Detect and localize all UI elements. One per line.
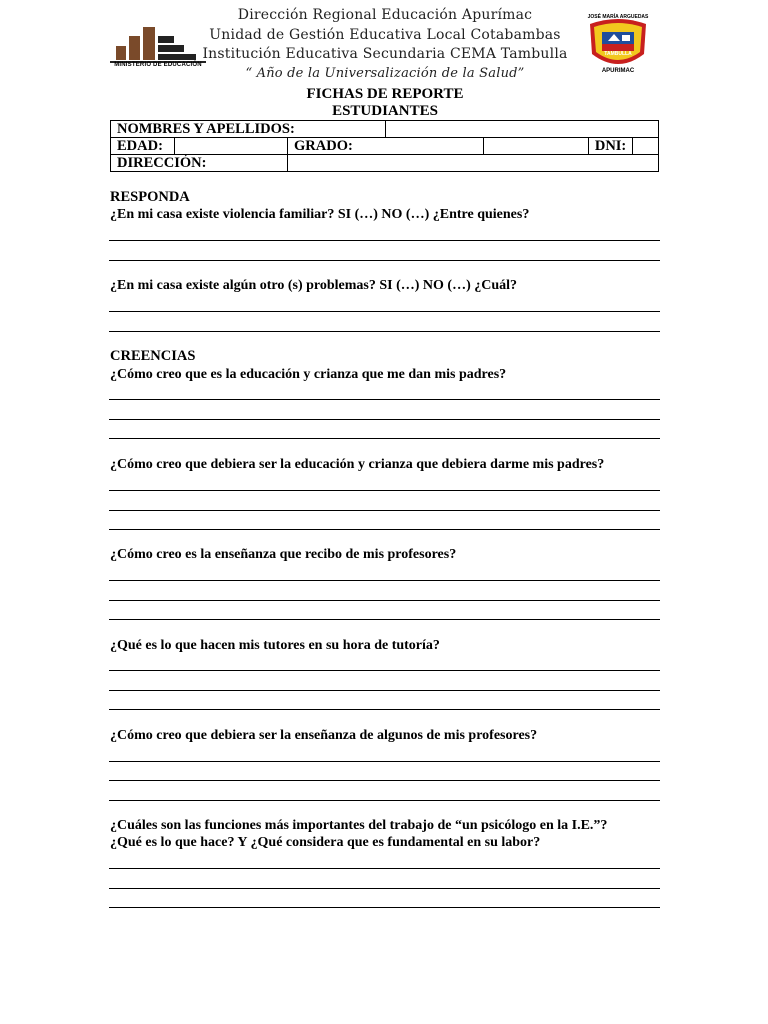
answer-line[interactable] bbox=[109, 331, 660, 332]
question-7: ¿Cómo creo que debiera ser la enseñanza de algunos de mis profesores? bbox=[110, 728, 538, 743]
answer-line[interactable] bbox=[109, 399, 660, 400]
answer-line[interactable] bbox=[109, 670, 660, 671]
answer-line[interactable] bbox=[109, 240, 660, 241]
answer-line[interactable] bbox=[109, 260, 660, 261]
header-line-2: Unidad de Gestión Educativa Local Cotabambas bbox=[209, 27, 561, 43]
nombres-label: NOMBRES Y APELLIDOS: bbox=[111, 121, 386, 138]
answer-line[interactable] bbox=[109, 690, 660, 691]
answer-line[interactable] bbox=[109, 780, 660, 781]
answer-line[interactable] bbox=[109, 888, 660, 889]
grado-field[interactable] bbox=[483, 138, 588, 155]
grado-label: GRADO: bbox=[288, 138, 484, 155]
answer-line[interactable] bbox=[109, 510, 660, 511]
question-8-line-2: ¿Qué es lo que hace? Y ¿Qué considera que es fundamental en su labor? bbox=[110, 835, 541, 850]
student-info-table bbox=[110, 120, 659, 172]
answer-line[interactable] bbox=[109, 529, 660, 530]
ministerio-logo bbox=[110, 24, 206, 72]
direccion-field[interactable] bbox=[288, 155, 659, 172]
answer-line[interactable] bbox=[109, 868, 660, 869]
school-crest bbox=[578, 14, 658, 78]
answer-line[interactable] bbox=[109, 761, 660, 762]
question-1: ¿En mi casa existe violencia familiar? SI (…) NO (…) ¿Entre quienes? bbox=[110, 207, 530, 222]
answer-line[interactable] bbox=[109, 580, 660, 581]
answer-line[interactable] bbox=[109, 800, 660, 801]
answer-line[interactable] bbox=[109, 600, 660, 601]
direccion-label: DIRECCIÓN: bbox=[111, 155, 288, 172]
edad-label: EDAD: bbox=[111, 138, 175, 155]
edad-field[interactable] bbox=[175, 138, 288, 155]
question-8-line-1: ¿Cuáles son las funciones más importantes del trabajo de “un psicólogo en la I.E.”? bbox=[110, 818, 608, 833]
answer-line[interactable] bbox=[109, 419, 660, 420]
question-6: ¿Qué es lo que hacen mis tutores en su hora de tutoría? bbox=[110, 638, 440, 653]
form-subtitle: ESTUDIANTES bbox=[332, 103, 438, 119]
header-line-1: Dirección Regional Educación Apurímac bbox=[237, 7, 533, 23]
question-4: ¿Cómo creo que debiera ser la educación y crianza que debiera darme mis padres? bbox=[110, 457, 605, 472]
form-title: FICHAS DE REPORTE bbox=[306, 86, 464, 102]
dni-label: DNI: bbox=[588, 138, 632, 155]
question-5: ¿Cómo creo es la enseñanza que recibo de mis profesores? bbox=[110, 547, 457, 562]
dni-field[interactable] bbox=[633, 138, 659, 155]
header-line-4: “ Año de la Universalización de la Salud” bbox=[245, 66, 525, 81]
answer-line[interactable] bbox=[109, 438, 660, 439]
school-crest-band: TAMBULLA bbox=[604, 51, 632, 57]
header-line-3: Institución Educativa Secundaria CEMA Tambulla bbox=[202, 46, 568, 62]
ministerio-logo-caption: MINISTERIO DE EDUCACIÓN bbox=[114, 62, 202, 68]
answer-line[interactable] bbox=[109, 311, 660, 312]
section-creencias: CREENCIAS bbox=[110, 348, 196, 364]
section-responda: RESPONDA bbox=[110, 189, 190, 205]
school-crest-bottom-text: APURIMAC bbox=[601, 68, 635, 74]
question-3: ¿Cómo creo que es la educación y crianza que me dan mis padres? bbox=[110, 367, 507, 382]
answer-line[interactable] bbox=[109, 709, 660, 710]
answer-line[interactable] bbox=[109, 619, 660, 620]
answer-line[interactable] bbox=[109, 490, 660, 491]
answer-line[interactable] bbox=[109, 907, 660, 908]
school-crest-top-text: JOSÉ MARÍA ARGUEDAS bbox=[587, 14, 649, 20]
nombres-field[interactable] bbox=[385, 121, 658, 138]
question-2: ¿En mi casa existe algún otro (s) problemas? SI (…) NO (…) ¿Cuál? bbox=[110, 278, 518, 293]
